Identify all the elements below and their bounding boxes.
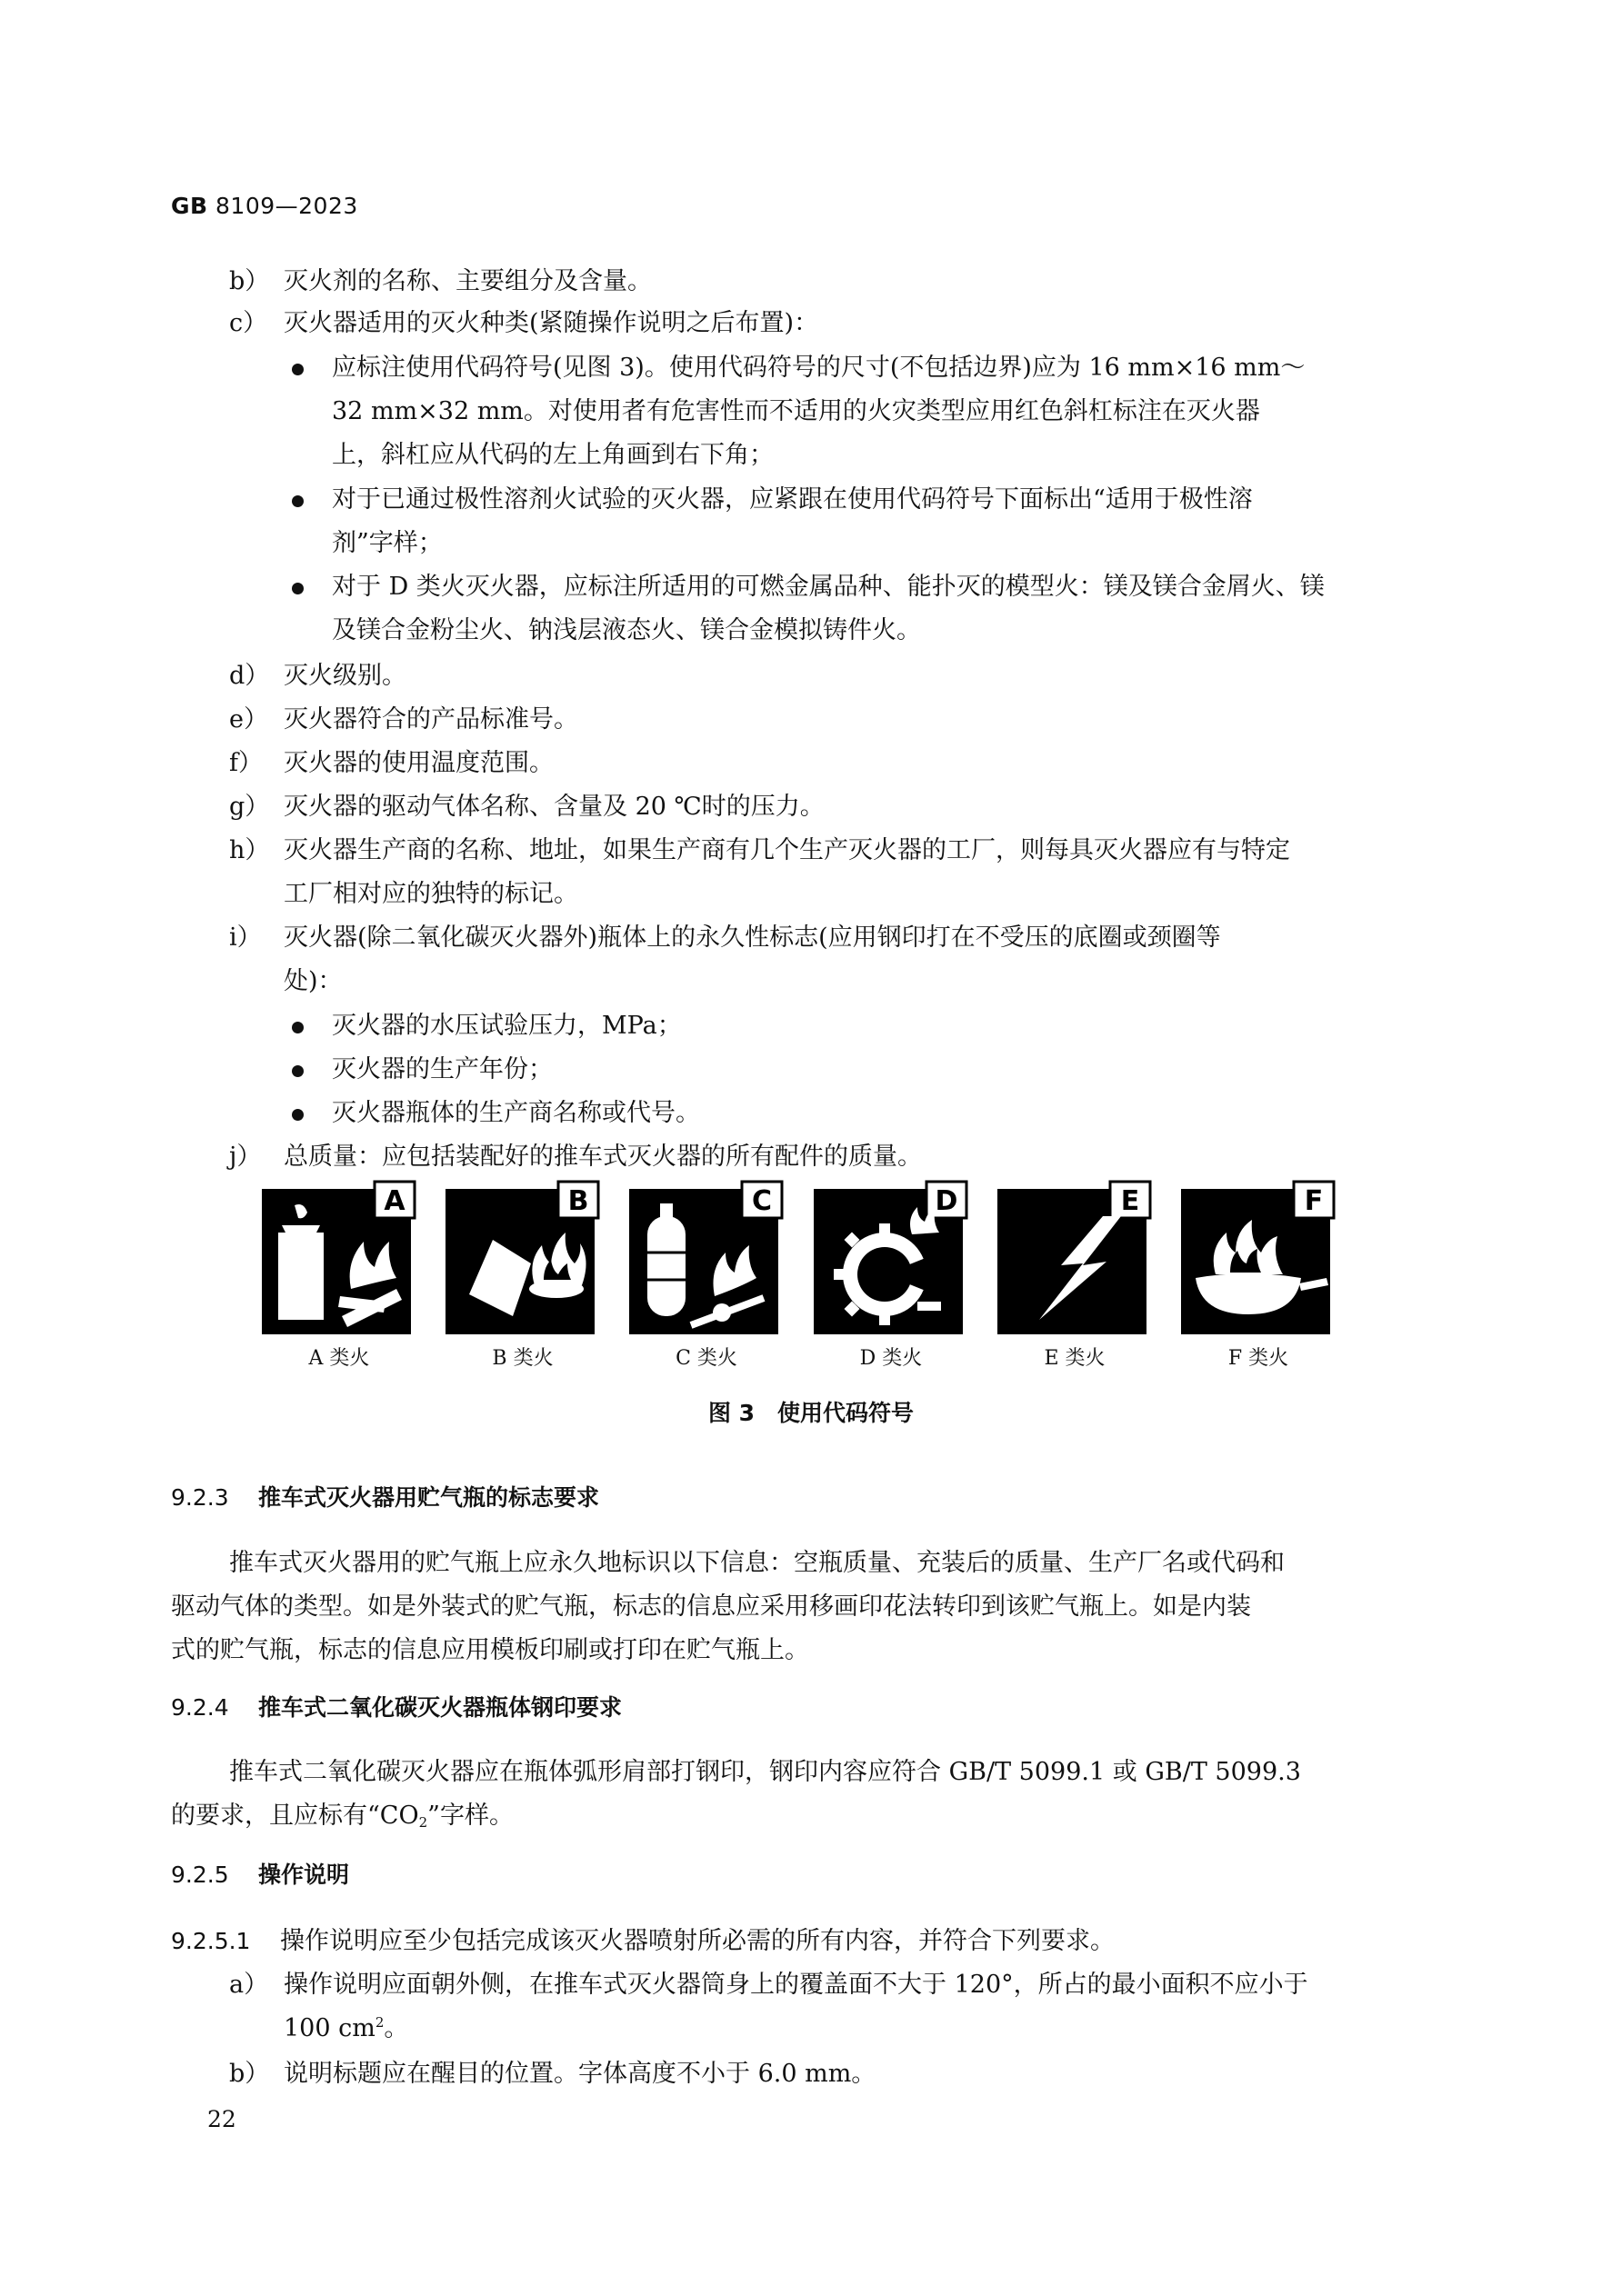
item-b2-label: b）	[229, 2060, 270, 2088]
item-c-bullet1-line1: 应标注使用代码符号(见图 3)。使用代码符号的尺寸(不包括边界)应为 16 mm×16 mm～	[332, 354, 1306, 382]
item-a-line1: 操作说明应面朝外侧，在推车式灭火器筒身上的覆盖面不大于 120°，所占的最小面积不应小于	[284, 1971, 1308, 1999]
section-heading-9-2-4	[171, 1690, 622, 1726]
figure-caption: 图 3 使用代码符号	[707, 1400, 915, 1426]
clause-text: 操作说明应至少包括完成该灭火器喷射所必需的所有内容，并符合下列要求。	[280, 1927, 1115, 1955]
text-run: 。	[384, 2014, 409, 2042]
item-i-line2: 处)：	[284, 967, 343, 995]
bullet-dot	[292, 583, 304, 594]
item-c-bullet3-line1: 对于 D 类火灭火器，应标注所适用的可燃金属品种、能扑灭的模型火：镁及镁合金屑火、镁	[332, 573, 1325, 601]
class-c-fire-icon	[627, 1180, 786, 1338]
icon-letter: D	[935, 1185, 958, 1217]
class-b-fire-icon	[444, 1180, 602, 1338]
item-c-label: c）	[229, 309, 268, 337]
item-c-bullet2-line1: 对于已通过极性溶剂火试验的灭火器，应紧跟在使用代码符号下面标出“适用于极性溶	[332, 485, 1253, 514]
clause-9-2-5-1	[171, 1923, 1115, 1960]
item-h-line2: 工厂相对应的独特的标记。	[284, 880, 578, 908]
paragraph-line: 式的贮气瓶，标志的信息应用模板印刷或打印在贮气瓶上。	[171, 1636, 809, 1664]
class-e-fire-icon	[996, 1180, 1154, 1338]
text-run: ”字样。	[427, 1802, 514, 1830]
item-b-text: 灭火剂的名称、主要组分及含量。	[284, 267, 652, 295]
superscript: 2	[375, 2014, 385, 2031]
standard-prefix: GB	[171, 193, 208, 219]
paragraph-line: 驱动气体的类型。如是外装式的贮气瓶，标志的信息应采用移画印花法转印到该贮气瓶上。如是内装	[171, 1592, 1251, 1621]
class-f-fire-icon	[1179, 1180, 1337, 1338]
paragraph-line: 推车式灭火器用的贮气瓶上应永久地标识以下信息：空瓶质量、充装后的质量、生产厂名或代码和	[229, 1549, 1285, 1577]
bullet-dot	[292, 1022, 304, 1033]
item-h-label: h）	[229, 836, 270, 864]
item-i-bullet1: 灭火器的水压试验压力，MPa；	[332, 1012, 682, 1040]
item-c-text: 灭火器适用的灭火种类(紧随操作说明之后布置)：	[284, 309, 819, 337]
item-h-line1: 灭火器生产商的名称、地址，如果生产商有几个生产灭火器的工厂，则每具灭火器应有与特定	[284, 836, 1290, 864]
section-title: 推车式灭火器用贮气瓶的标志要求	[258, 1484, 600, 1511]
icon-letter: F	[1304, 1185, 1324, 1217]
item-c-bullet1-line2: 32 mm×32 mm。对使用者有危害性而不适用的火灾类型应用红色斜杠标注在灭火器	[332, 397, 1260, 425]
icon-letter: A	[384, 1185, 406, 1217]
page-number: 22	[207, 2106, 236, 2132]
class-d-fire-icon	[812, 1180, 970, 1338]
item-i-bullet3: 灭火器瓶体的生产商名称或代号。	[332, 1099, 700, 1127]
item-b2-text: 说明标题应在醒目的位置。字体高度不小于 6.0 mm。	[284, 2060, 876, 2088]
icon-letter: C	[751, 1185, 773, 1217]
paragraph-line	[171, 1798, 514, 1834]
item-f-label: f）	[229, 749, 263, 777]
icon-letter: E	[1120, 1185, 1140, 1217]
item-b-label: b）	[229, 267, 270, 295]
standard-code: 8109—2023	[215, 193, 358, 219]
item-i-bullet2: 灭火器的生产年份；	[332, 1055, 553, 1083]
item-a-label: a）	[229, 1971, 269, 1999]
icon-caption: D 类火	[859, 1347, 923, 1370]
item-c-bullet1-line3: 上，斜杠应从代码的左上角画到右下角；	[332, 441, 774, 469]
icon-caption: E 类火	[1044, 1347, 1106, 1370]
bullet-dot	[292, 1065, 304, 1077]
icon-caption: C 类火	[676, 1347, 737, 1370]
section-number: 9.2.4	[171, 1694, 229, 1721]
section-heading-9-2-3	[171, 1480, 599, 1516]
item-e-label: e）	[229, 705, 268, 734]
item-j-text: 总质量：应包括装配好的推车式灭火器的所有配件的质量。	[284, 1143, 922, 1171]
section-number: 9.2.5	[171, 1862, 229, 1888]
section-title: 操作说明	[258, 1862, 350, 1888]
class-a-fire-icon	[260, 1180, 418, 1338]
text-run: 100 cm	[284, 2014, 375, 2042]
icon-letter: B	[567, 1185, 589, 1217]
item-f-text: 灭火器的使用温度范围。	[284, 749, 554, 777]
paragraph-line: 推车式二氧化碳灭火器应在瓶体弧形肩部打钢印，钢印内容应符合 GB/T 5099.1 或 GB/T 5099.3	[229, 1758, 1301, 1786]
item-d-text: 灭火级别。	[284, 662, 406, 690]
bullet-dot	[292, 495, 304, 507]
item-i-line1: 灭火器(除二氧化碳灭火器外)瓶体上的永久性标志(应用钢印打在不受压的底圈或颈圈等	[284, 923, 1221, 952]
text-run: 的要求，且应标有“CO	[171, 1802, 419, 1830]
item-j-label: j）	[229, 1143, 262, 1171]
icon-caption: A 类火	[308, 1347, 370, 1370]
bullet-dot	[292, 1109, 304, 1121]
subscript: 2	[418, 1814, 428, 1831]
item-g-label: g）	[229, 793, 270, 821]
bullet-dot	[292, 364, 304, 375]
item-a-line2	[284, 2011, 408, 2047]
item-i-label: i）	[229, 923, 262, 952]
standard-number	[171, 193, 358, 219]
item-c-bullet2-line2: 剂”字样；	[332, 529, 443, 557]
icon-caption: F 类火	[1227, 1347, 1289, 1370]
section-number: 9.2.3	[171, 1484, 229, 1511]
item-e-text: 灭火器符合的产品标准号。	[284, 705, 578, 734]
item-g-text: 灭火器的驱动气体名称、含量及 20 ℃时的压力。	[284, 793, 825, 821]
icon-caption: B 类火	[492, 1347, 554, 1370]
clause-number: 9.2.5.1	[171, 1928, 251, 1954]
section-heading-9-2-5	[171, 1857, 349, 1893]
section-title: 推车式二氧化碳灭火器瓶体钢印要求	[258, 1694, 623, 1721]
item-c-bullet3-line2: 及镁合金粉尘火、钠浅层液态火、镁合金模拟铸件火。	[332, 616, 921, 644]
item-d-label: d）	[229, 662, 270, 690]
